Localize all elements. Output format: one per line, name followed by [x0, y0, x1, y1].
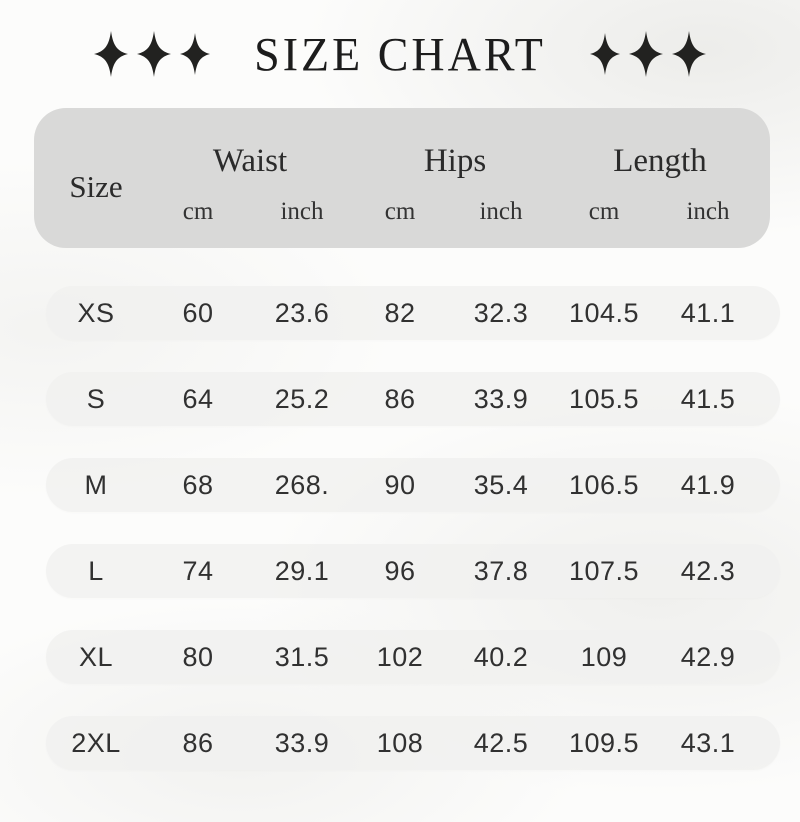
- sparkle-icon: [590, 33, 620, 75]
- waist-cm-cell: 80: [182, 641, 214, 672]
- hips-inch-cell: 33.9: [473, 383, 529, 414]
- page-title: SIZE CHART: [254, 27, 546, 81]
- size-cell: L: [88, 555, 104, 586]
- table-row-2xl: [46, 716, 780, 770]
- table-row-m: [46, 458, 780, 512]
- length-inch-cell: 42.9: [680, 641, 736, 672]
- waist-inch-cell: 29.1: [274, 555, 330, 586]
- waist-cm-cell: 64: [182, 383, 214, 414]
- waist-inch-cell: 25.2: [274, 383, 330, 414]
- table-header: [34, 108, 770, 248]
- table-row-xs: [46, 286, 780, 340]
- sparkle-icon: [180, 33, 210, 75]
- column-group-waist: Waist: [212, 142, 288, 179]
- size-cell: XS: [77, 297, 115, 328]
- waist-inch-cell: 31.5: [274, 641, 330, 672]
- length-cm-cell: 106.5: [568, 469, 640, 500]
- hips-cm-cell: 102: [376, 641, 424, 672]
- unit-header-waist-cm: cm: [182, 198, 214, 225]
- size-cell: S: [86, 383, 106, 414]
- hips-cm-cell: 96: [384, 555, 416, 586]
- length-cm-cell: 109: [580, 641, 628, 672]
- unit-header-length-inch: inch: [686, 198, 730, 225]
- title-row: [0, 22, 800, 86]
- unit-header-hips-inch: inch: [479, 198, 523, 225]
- sparkle-icon: [137, 31, 171, 77]
- table-row-xl: [46, 630, 780, 684]
- column-group-hips: Hips: [423, 142, 487, 179]
- length-inch-cell: 41.1: [680, 297, 736, 328]
- table-row-s: [46, 372, 780, 426]
- waist-cm-cell: 68: [182, 469, 214, 500]
- unit-header-waist-inch: inch: [280, 198, 324, 225]
- length-inch-cell: 41.9: [680, 469, 736, 500]
- column-header-size: Size: [69, 169, 123, 204]
- waist-inch-cell: 33.9: [274, 727, 330, 758]
- size-cell: M: [84, 469, 108, 500]
- hips-cm-cell: 82: [384, 297, 416, 328]
- length-cm-cell: 104.5: [568, 297, 640, 328]
- size-cell: XL: [78, 641, 114, 672]
- hips-inch-cell: 37.8: [473, 555, 529, 586]
- sparkle-icon: [672, 31, 706, 77]
- hips-inch-cell: 35.4: [473, 469, 529, 500]
- hips-inch-cell: 40.2: [473, 641, 529, 672]
- length-inch-cell: 43.1: [680, 727, 736, 758]
- waist-cm-cell: 86: [182, 727, 214, 758]
- hips-cm-cell: 90: [384, 469, 416, 500]
- length-cm-cell: 105.5: [568, 383, 640, 414]
- sparkle-icon: [629, 31, 663, 77]
- hips-inch-cell: 32.3: [473, 297, 529, 328]
- table-row-l: [46, 544, 780, 598]
- length-inch-cell: 42.3: [680, 555, 736, 586]
- hips-cm-cell: 86: [384, 383, 416, 414]
- waist-cm-cell: 60: [182, 297, 214, 328]
- length-cm-cell: 109.5: [568, 727, 640, 758]
- column-group-length: Length: [613, 142, 707, 179]
- length-cm-cell: 107.5: [568, 555, 640, 586]
- sparkle-icon: [94, 31, 128, 77]
- unit-header-length-cm: cm: [588, 198, 620, 225]
- left-sparkles: [94, 31, 210, 77]
- waist-cm-cell: 74: [182, 555, 214, 586]
- waist-inch-cell: 268.: [274, 469, 330, 500]
- length-inch-cell: 41.5: [680, 383, 736, 414]
- waist-inch-cell: 23.6: [274, 297, 330, 328]
- right-sparkles: [590, 31, 706, 77]
- unit-header-hips-cm: cm: [384, 198, 416, 225]
- size-cell: 2XL: [71, 727, 121, 758]
- hips-cm-cell: 108: [376, 727, 424, 758]
- table-body: [46, 286, 780, 770]
- hips-inch-cell: 42.5: [473, 727, 529, 758]
